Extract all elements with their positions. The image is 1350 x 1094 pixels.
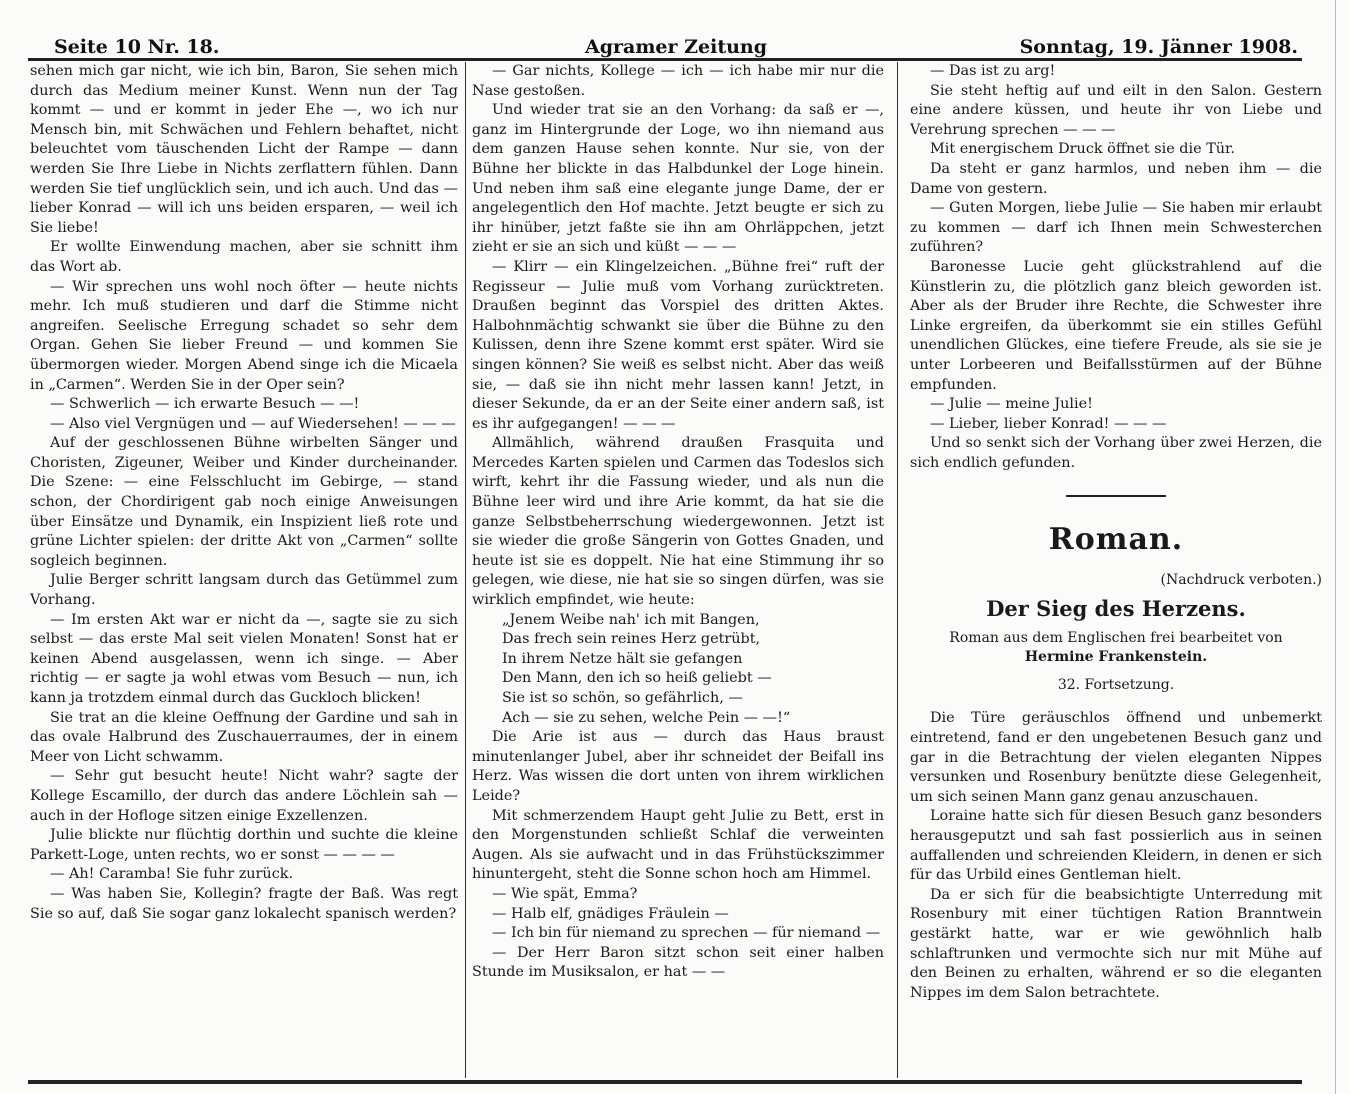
verse-line: Ach — sie zu sehen, welche Pein — —!“ bbox=[502, 709, 791, 726]
page-edge bbox=[1335, 0, 1336, 1094]
header-rule bbox=[28, 58, 1302, 61]
column-divider bbox=[897, 62, 898, 1078]
paragraph: — Wir sprechen uns wohl noch öfter — heute nichts mehr. Ich muß studieren und darf die Stimme nicht angreifen. Seelische Erregung schadet so sehr dem Organ. Gehen Sie lieber Freund — und kommen Sie übermorgen wieder. Morgen Abend singe ich die Micaela in „Carmen“. Werden Sie in der Oper sein? bbox=[30, 278, 458, 393]
aria-verse bbox=[502, 611, 884, 729]
paragraph: Und so senkt sich der Vorhang über zwei Herzen, die sich endlich gefunden. bbox=[910, 435, 1322, 471]
verse-line: Das frech sein reines Herz getrübt, bbox=[502, 631, 761, 648]
paragraph: Julie Berger schritt langsam durch das Getümmel zum Vorhang. bbox=[30, 572, 458, 609]
paragraph: — Was haben Sie, Kollegin? fragte der Baß. Was regt Sie so auf, daß Sie sogar ganz lokalecht spanisch werden? bbox=[30, 885, 458, 922]
paragraph: — Lieber, lieber Konrad! — — — bbox=[930, 415, 1167, 432]
paragraph: Sie steht heftig auf und eilt in den Salon. Gestern eine andere küssen, und heute ihr von Liebe und Verehrung sprechen — — — bbox=[910, 82, 1322, 138]
column-1 bbox=[30, 62, 458, 1072]
paragraph: Die Arie ist aus — durch das Haus braust minutenlanger Jubel, aber ihr schneidet der Beifall ins Herz. Was wissen die dort unten von ihrem wirklichen Leide? bbox=[472, 729, 884, 804]
verse-line: „Jenem Weibe nah' ich mit Bangen, bbox=[502, 611, 760, 628]
paragraph: — Also viel Vergnügen und — auf Wiedersehen! — — — bbox=[50, 415, 456, 432]
story-author: Hermine Frankenstein. bbox=[1024, 649, 1208, 666]
paragraph: Und wieder trat sie an den Vorhang: da saß er —, ganz im Hintergrunde der Loge, wo ihn niemand aus dem ganzen Hause sehen konnte. Nur sie, von der Bühne her blickte in das Halbdunkel der Loge hinein. Und neben ihm saß eine elegante junge Dame, der er angelegentlich den Hof machte. Jetzt beugte er sich zu ihr hinüber, jetzt faßte sie ihn am Ohrläppchen, jetzt zieht er sie an sich und küßt — — — bbox=[472, 102, 884, 256]
paragraph: Mit energischem Druck öffnet sie die Tür. bbox=[930, 141, 1235, 158]
paragraph: Julie blickte nur flüchtig dorthin und suchte die kleine Parkett-Loge, unten rechts, wo er sonst — — — — bbox=[30, 827, 458, 863]
paragraph: — Gar nichts, Kollege — ich — ich habe mir nur die Nase gestoßen. bbox=[472, 63, 884, 99]
paragraph: — Ich bin für niemand zu sprechen — für niemand — bbox=[492, 925, 881, 942]
paragraph: — Wie spät, Emma? bbox=[492, 885, 638, 902]
story-title: Der Sieg des Herzens. bbox=[986, 596, 1246, 622]
paragraph: Auf der geschlossenen Bühne wirbelten Sänger und Choristen, Zigeuner, Weiber und Kinder durcheinander. Die Szene: — eine Felsschlucht im Gebirge, — stand schon, der Chordirigent gab noch einige Anweisungen über Einsätze und Dynamik, ein Inspizient ließ rote und grüne Lichter spielen: der dritte Akt von „Carmen“ sollte sogleich beginnen. bbox=[30, 435, 458, 569]
paragraph: sehen mich gar nicht, wie ich bin, Baron, Sie sehen mich durch das Medium meiner Kunst. Wenn nun der Tag kommt — und er kommt in jeder Ehe —, wo ich nur Mensch bin, mit Schwächen und Fehlern behaftet, nicht beleuchtet vom täuschenden Licht der Rampe — dann werden Sie Ihre Liebe in Nichts zerflattern fühlen. Dann werden Sie tief unglücklich sein, und ich auch. Und das — lieber Konrad — will ich uns beiden ersparen, — weil ich Sie liebe! bbox=[30, 63, 458, 236]
page-number: Seite 10 Nr. 18. bbox=[54, 36, 220, 58]
paragraph: — Im ersten Akt war er nicht da —, sagte sie zu sich selbst — das erste Mal seit vielen Monaten! Sonst hat er keinen Abend ausgelassen, wenn ich singe. — Aber richtig — er sagte ja wohl etwas vom Besuch — nun, ich kann ja trotzdem einmal durch das Guckloch blicken! bbox=[30, 611, 458, 706]
paragraph: Loraine hatte sich für diesen Besuch ganz besonders herausgeputzt und sah fast possierlich aus in seinen auffallenden und schreienden Kleidern, in denen er sich für das Urbild eines Gentleman hielt. bbox=[910, 808, 1322, 884]
verse-line: Den Mann, den ich so heiß geliebt — bbox=[502, 670, 772, 687]
newspaper-title: Agramer Zeitung bbox=[584, 36, 768, 58]
paragraph: Mit schmerzendem Haupt geht Julie zu Bett, erst in den Morgenstunden schließt Schlaf die verweinten Augen. Als sie aufwacht und in das Frühstückszimmer hinuntergeht, steht die Sonne schon hoch am Himmel. bbox=[472, 807, 884, 883]
installment-number: 32. Fortsetzung. bbox=[1057, 676, 1175, 693]
paragraph: — Julie — meine Julie! bbox=[930, 396, 1093, 413]
paragraph: Allmählich, während draußen Frasquita und Mercedes Karten spielen und Carmen das Todeslos sich wirft, kehrt ihr die Fassung wieder, und als nun die Bühne leer wird und ihre Arie kommt, da hat sie die ganze Selbstbeherrschung wiedergewonnen. Jetzt ist sie wieder die große Sängerin von Gottes Gnaden, und heute ist sie es doppelt. Nie hat eine Stimmung ihr so gelegen, wie diese, nie hat sie so singen dürfen, was sie wirklich empfindet, wie heute: bbox=[472, 435, 884, 609]
verse-line: In ihrem Netze hält sie gefangen bbox=[502, 650, 743, 667]
paragraph: Da er sich für die beabsichtigte Unterredung mit Rosenbury mit einer tüchtigen Ration Branntwein gestärkt hatte, war er wie gewöhnlich halb schlaftrunken und vermochte sich nur mit Mühe auf den Beinen zu erhalten, während er so die eleganten Nippes im dem Salon betrachtete. bbox=[910, 886, 1322, 1001]
paragraph: Die Türe geräuschlos öffnend und unbemerkt eintretend, fand er den ungebetenen Besuch ganz und gar in die Betrachtung der vielen eleganten Nippes versunken und Rosenbury benützte diese Gelegenheit, um sich seinen Mann ganz genau anzuschauen. bbox=[910, 710, 1322, 805]
paragraph: Da steht er ganz harmlos, und neben ihm — die Dame von gestern. bbox=[910, 160, 1322, 197]
reprint-notice: (Nachdruck verboten.) bbox=[1160, 572, 1322, 589]
paragraph: Baronesse Lucie geht glückstrahlend auf die Künstlerin zu, die plötzlich ganz bleich geworden ist. Aber als der Bruder ihre Rechte, die Schwester ihre Linke ergreifen, da überkommt sie ein stilles Gefühl unendlichen Glückes, eine tiefere Freude, als sie sie je unter Lorbeeren und Beifallsstürmen auf der Bühne empfunden. bbox=[910, 258, 1322, 393]
paragraph: — Das ist zu arg! bbox=[930, 63, 1056, 79]
paragraph: — Halb elf, gnädiges Fräulein — bbox=[492, 905, 729, 922]
paragraph: — Guten Morgen, liebe Julie — Sie haben mir erlaubt zu kommen — darf ich Ihnen mein Schwesterchen zuführen? bbox=[910, 200, 1322, 256]
column-divider bbox=[465, 62, 466, 1078]
paragraph: — Klirr — ein Klingelzeichen. „Bühne frei“ ruft der Regisseur — Julie muß vom Vorhang zurücktreten. Draußen beginnt das Vorspiel des dritten Aktes. Halbohnmächtig schwankt sie über die Bühne zu den Kulissen, denn ihre Szene kommt erst später. Wird sie singen können? Sie weiß es selbst nicht. Aber das weiß sie, — daß sie ihn nicht mehr lassen kann! Jetzt, in dieser Sekunde, da er an der Seite einer andern saß, ist es ihr aufgegangen! — — — bbox=[472, 258, 884, 432]
paragraph: — Sehr gut besucht heute! Nicht wahr? sagte der Kollege Escamillo, der durch das andere Löchlein sah — auch in der Hofloge sitzen einige Exzellenzen. bbox=[30, 768, 458, 824]
paragraph: Sie trat an die kleine Oeffnung der Gardine und sah in das ovale Halbrund des Zuschauerraumes, der in einem Meer von Licht schwamm. bbox=[30, 709, 458, 765]
paragraph: — Ah! Caramba! Sie fuhr zurück. bbox=[50, 866, 294, 883]
column-2 bbox=[472, 62, 884, 1072]
column-3 bbox=[910, 62, 1322, 1072]
paragraph: Er wollte Einwendung machen, aber sie schnitt ihm das Wort ab. bbox=[30, 239, 458, 275]
section-heading: Roman. bbox=[1048, 522, 1184, 558]
verse-line: Sie ist so schön, so gefährlich, — bbox=[502, 690, 743, 706]
masthead bbox=[54, 24, 1298, 58]
paragraph: — Der Herr Baron sitzt schon seit einer halben Stunde im Musiksalon, er hat — — bbox=[472, 944, 884, 981]
footer-rule bbox=[28, 1080, 1302, 1084]
issue-date: Sonntag, 19. Jänner 1908. bbox=[1019, 36, 1298, 58]
section-separator bbox=[1066, 495, 1166, 497]
story-subtitle: Roman aus dem Englischen frei bearbeitet von bbox=[949, 629, 1283, 646]
paragraph: — Schwerlich — ich erwarte Besuch — —! bbox=[50, 396, 360, 413]
